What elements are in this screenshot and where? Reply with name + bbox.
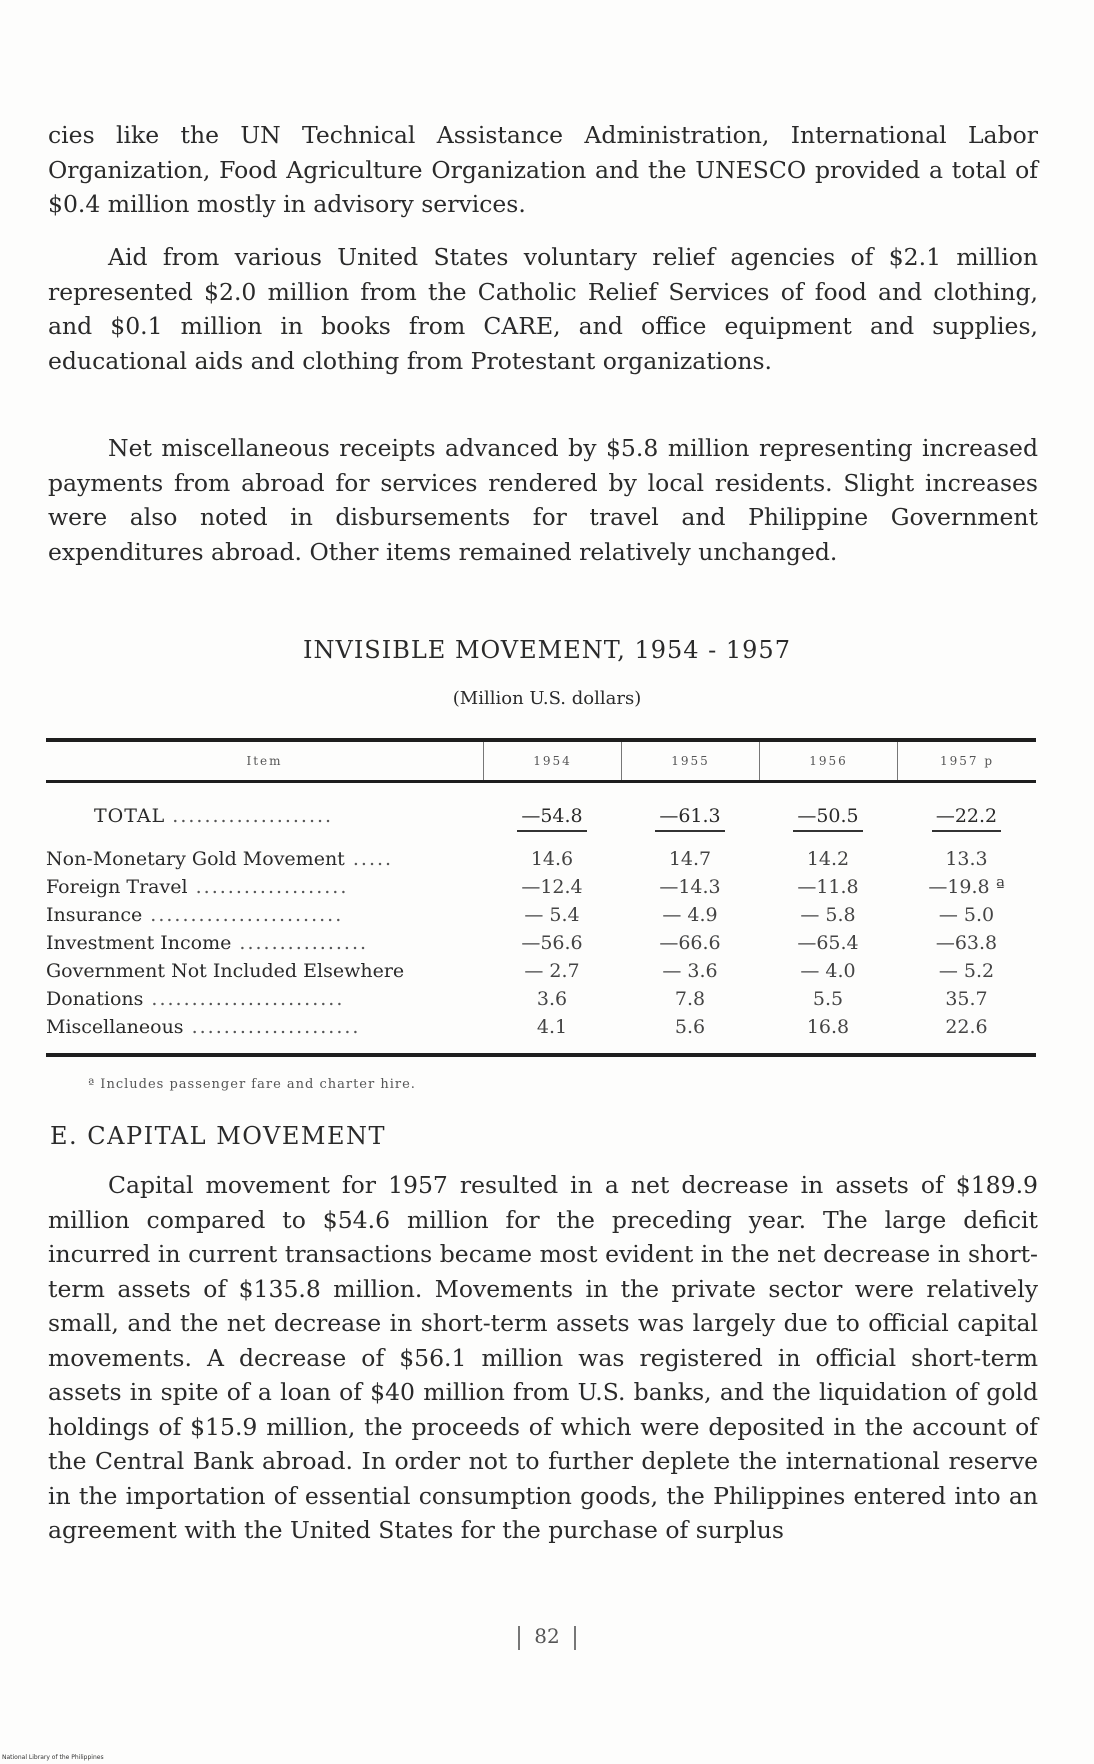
page-number: 82: [534, 1624, 560, 1648]
table-row: [46, 901, 1036, 929]
total-1956: —50.5: [793, 805, 862, 832]
row-value: —65.4: [797, 932, 859, 954]
page-number-wrap: [0, 1624, 1094, 1650]
row-value: 22.6: [945, 1016, 988, 1038]
row-value: 5.6: [674, 1016, 706, 1038]
leader-dots: .....................: [183, 1016, 361, 1038]
row-value: —63.8: [935, 932, 998, 954]
row-value: 14.7: [668, 848, 712, 870]
total-1957: —22.2: [932, 805, 1001, 832]
leader-dots: ....................: [172, 805, 334, 827]
table-bottom-rule: [46, 1053, 1036, 1057]
row-value: 4.1: [536, 1016, 568, 1038]
paragraph-3-text: Net miscellaneous receipts advanced by $5.8 million representing increased payments from abroad for services rendered by local residents. Slight increases were also noted in disbursements for travel and Philippine Government expenditures abroad. Other items remained relatively unchanged.: [48, 434, 1038, 566]
row-value: 35.7: [945, 988, 988, 1010]
table-body: [46, 845, 1036, 1041]
table-subtitle: (Million U.S. dollars): [452, 688, 642, 709]
leader-dots: ........................: [142, 904, 344, 926]
total-1954-cell: [483, 805, 621, 827]
row-label: Donations: [46, 988, 144, 1010]
row-value: 14.6: [530, 848, 574, 870]
table-header-row: [46, 742, 1036, 780]
row-value: — 4.0: [800, 960, 856, 982]
header-1956: 1956: [759, 742, 897, 780]
table-row: [46, 845, 1036, 873]
table-total-row: [46, 799, 1036, 833]
invisible-movement-table: [46, 738, 1036, 1057]
table-row: [46, 1013, 1036, 1041]
total-1954: —54.8: [517, 805, 586, 832]
row-value: —66.6: [659, 932, 721, 954]
row-label-cell: [46, 960, 483, 982]
row-label: Insurance: [46, 904, 143, 926]
leader-dots: ...................: [187, 876, 349, 898]
row-value: — 5.2: [938, 960, 995, 982]
total-1956-cell: [759, 805, 897, 827]
row-label: Miscellaneous: [46, 1016, 184, 1038]
row-value: — 5.8: [800, 904, 856, 926]
row-value: — 5.4: [524, 904, 580, 926]
paragraph-1-text: cies like the UN Technical Assistance Administration, International Labor Organization, Food Agriculture Organization and the UNESCO provided a total of $0.4 million mostly in advisory services.: [48, 121, 1038, 218]
paragraph-2: [48, 240, 1038, 378]
paragraph-1: [48, 118, 1038, 222]
row-label: Investment Income: [46, 932, 232, 954]
leader-dots: .....: [344, 848, 394, 870]
row-value: —14.3: [659, 876, 721, 898]
row-label-cell: [46, 848, 483, 870]
paragraph-4-text: Capital movement for 1957 resulted in a net decrease in assets of $189.9 million compared to $54.6 million for the preceding year. The large deficit incurred in current transactions became most evident in the net decrease in short-term assets of $135.8 million. Movements in the private sector were relatively small, and the net decrease in short-term assets was largely due to official capital movements. A decrease of $56.1 million was registered in official short-term assets in spite of a loan of $40 million from U.S. banks, and the liquidation of gold holdings of $15.9 million, the proceeds of which were deposited in the account of the Central Bank abroad. In order not to further deplete the international reserve in the importation of essential consumption goods, the Philippines entered into an agreement with the United States for the purchase of surplus: [48, 1171, 1038, 1544]
total-label-cell: [46, 805, 483, 827]
leader-dots: ................: [231, 932, 369, 954]
total-1957-cell: [897, 805, 1036, 827]
row-value: 16.8: [806, 1016, 850, 1038]
table-row: [46, 929, 1036, 957]
row-value: —11.8: [797, 876, 859, 898]
page-number-left-bar: [518, 1626, 520, 1650]
table-footnote: ª Includes passenger fare and charter hire.: [88, 1077, 416, 1092]
row-value: —19.8 ª: [928, 876, 1005, 898]
header-item: Item: [246, 754, 283, 768]
row-label-cell: [46, 1016, 483, 1038]
leader-dots: ........................: [143, 988, 345, 1010]
table-title: INVISIBLE MOVEMENT, 1954 - 1957: [303, 636, 791, 664]
page-number-right-bar: [574, 1626, 576, 1650]
row-value: —12.4: [521, 876, 583, 898]
total-label: TOTAL: [94, 805, 166, 827]
table-header-rule: [46, 780, 1036, 783]
paragraph-3: [48, 431, 1038, 569]
row-label: Non-Monetary Gold Movement: [46, 848, 345, 870]
row-value: 7.8: [674, 988, 706, 1010]
paragraph-2-text: Aid from various United States voluntary relief agencies of $2.1 million represented $2.0 million from the Catholic Relief Services of food and clothing, and $0.1 million in books from CARE, and office equipment and supplies, educational aids and clothing from Protestant organizations.: [48, 243, 1038, 375]
table-row: [46, 957, 1036, 985]
table-row: [46, 985, 1036, 1013]
total-1955: —61.3: [655, 805, 724, 832]
header-1955: 1955: [621, 742, 759, 780]
section-heading: E. CAPITAL MOVEMENT: [50, 1122, 386, 1150]
row-value: 14.2: [806, 848, 850, 870]
row-value: — 2.7: [524, 960, 580, 982]
row-label: Foreign Travel: [46, 876, 188, 898]
header-1954: 1954: [483, 742, 621, 780]
row-value: — 3.6: [662, 960, 718, 982]
total-1955-cell: [621, 805, 759, 827]
row-label-cell: [46, 904, 483, 926]
row-value: 13.3: [945, 848, 988, 870]
row-value: —56.6: [521, 932, 583, 954]
paragraph-4: [48, 1168, 1038, 1548]
row-value: 3.6: [536, 988, 568, 1010]
row-value: — 5.0: [938, 904, 995, 926]
scan-source-label: National Library of the Philippines: [2, 1754, 104, 1761]
row-label: Government Not Included Elsewhere: [46, 960, 405, 982]
row-value: — 4.9: [662, 904, 718, 926]
row-label-cell: [46, 988, 483, 1010]
row-label-cell: [46, 876, 483, 898]
row-value: 5.5: [812, 988, 844, 1010]
row-label-cell: [46, 932, 483, 954]
table-row: [46, 873, 1036, 901]
header-1957: 1957 p: [897, 742, 1036, 780]
